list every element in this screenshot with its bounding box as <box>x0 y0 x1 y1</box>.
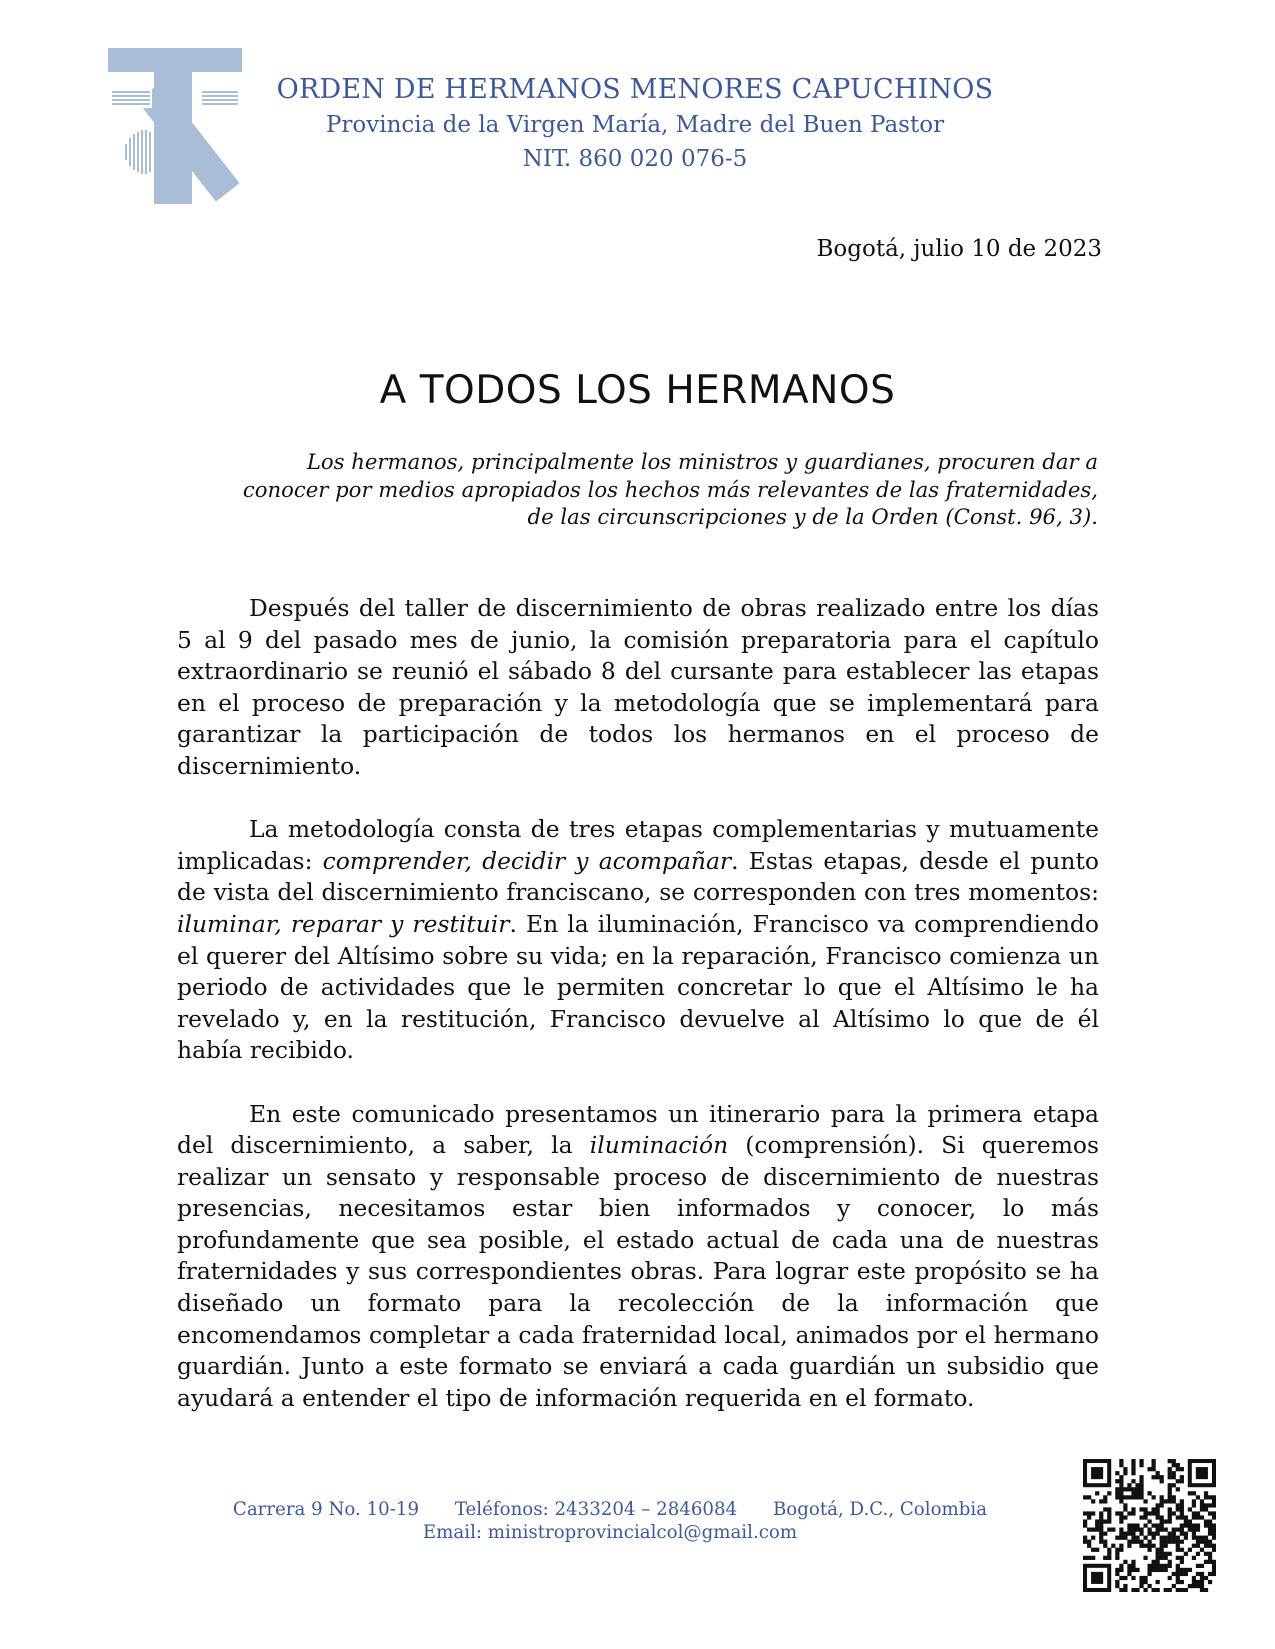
paragraph-1: Después del taller de discernimiento de obras realizado entre los días 5 al 9 del pasado mes de junio, la comisión preparatoria para el capítulo extraordinario se reunió el sábado 8 del cursante para establecer las etapas en el proceso de preparación y la metodología que se implementará para garantizar la participación de todos los hermanos en el proceso de discernimiento. <box>177 594 1099 780</box>
epigraph-quote <box>178 448 1098 531</box>
paragraph-2 <box>177 814 1099 1067</box>
emphasis-iluminacion: iluminación <box>589 1131 729 1160</box>
footer-email: Email: ministroprovincialcol@gmail.com <box>422 1522 798 1543</box>
text-run: . En la iluminación, Francisco va comprendiendo el querer del Altísimo sobre su vida; en la reparación, Francisco comienza un periodo de actividades que le permiten concretar lo que el Altísimo le ha revelado y, en la restitución, Francisco devuelve al Altísimo lo que de él había recibido. <box>177 909 1099 1065</box>
org-nit: NIT. 860 020 076-5 <box>522 146 748 172</box>
epigraph-line: Los hermanos, principalmente los ministros y guardianes, procuren dar a <box>306 449 1098 474</box>
paragraph-3 <box>177 1099 1099 1415</box>
emphasis-moments: iluminar, reparar y restituir <box>177 909 510 938</box>
org-name: ORDEN DE HERMANOS MENORES CAPUCHINOS <box>276 74 994 105</box>
capuchin-logo-icon <box>108 48 242 204</box>
letter-date: Bogotá, julio 10 de 2023 <box>816 236 1102 262</box>
qr-code-icon <box>1083 1459 1216 1592</box>
epigraph-line: de las circunscripciones y de la Orden (Const. 96, 3). <box>527 504 1098 529</box>
letter-body <box>177 593 1099 1446</box>
text-run: La metodología consta de tres etapas complementarias y mutuamente implicadas: <box>177 815 1099 875</box>
org-province: Provincia de la Virgen María, Madre del Buen Pastor <box>325 112 945 138</box>
text-run: (comprensión). Si queremos realizar un sensato y responsable proceso de discernimiento de nuestras presencias, necesitamos estar bien informados y conocer, lo más profundamente que sea posible, el estado actual de cada una de nuestras fraternidades y sus correspondientes obras. Para lograr este propósito se ha diseñado un formato para la recolección de la información que encomendamos completar a cada fraternidad local, animados por el hermano guardián. Junto a este formato se enviará a cada guardián un subsidio que ayudará a entender el tipo de información requerida en el formato. <box>177 1131 1099 1412</box>
footer <box>160 1498 1060 1544</box>
letterhead <box>250 72 1020 176</box>
footer-address: Carrera 9 No. 10-19 <box>232 1499 420 1520</box>
footer-phones: Teléfonos: 2433204 – 2846084 <box>454 1499 738 1520</box>
footer-contact-line <box>160 1498 1060 1521</box>
text-run: En este comunicado presentamos un itinerario para la primera etapa del discernimiento, a saber, la <box>177 1099 1099 1160</box>
page-title: A TODOS LOS HERMANOS <box>379 368 896 413</box>
emphasis-stages: comprender, decidir y acompañar <box>322 846 732 875</box>
footer-city: Bogotá, D.C., Colombia <box>772 1499 988 1520</box>
epigraph-line: conocer por medios apropiados los hechos más relevantes de las fraternidades, <box>242 476 1098 502</box>
text-run: . Estas etapas, desde el punto de vista del discernimiento franciscano, se corresponden con tres momentos: <box>177 846 1099 907</box>
